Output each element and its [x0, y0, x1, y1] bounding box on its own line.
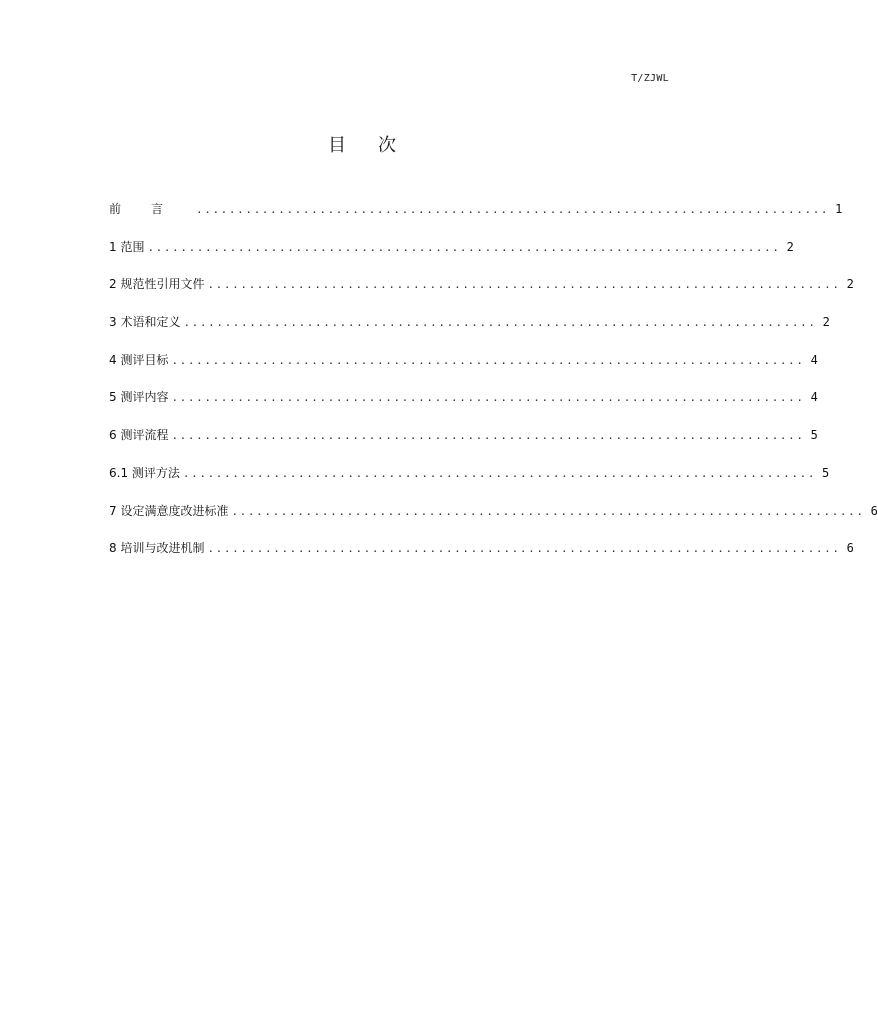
- toc-entry[interactable]: [109, 427, 818, 465]
- toc-entry-page: 6: [870, 503, 878, 518]
- toc-entry-label: 5 测评内容: [109, 390, 169, 405]
- dot-leader: .............................................................................: [183, 316, 817, 330]
- dot-leader: .............................................................................: [171, 429, 805, 443]
- toc-entry-page: 1: [835, 202, 843, 216]
- toc-entry-page: 4: [810, 352, 818, 367]
- toc-entry-label: 7 设定满意度改进标准: [109, 503, 229, 518]
- toc-entry[interactable]: [109, 389, 818, 427]
- toc-entry[interactable]: [109, 465, 830, 503]
- toc-entry-label: 4 测评目标: [109, 352, 169, 367]
- toc-entry[interactable]: [109, 201, 843, 239]
- toc-entry-page: 4: [810, 390, 818, 405]
- toc-entry-page: 5: [810, 428, 818, 443]
- toc-entry-label: 6 测评流程: [109, 428, 169, 443]
- toc-list: [109, 201, 878, 578]
- dot-leader: .............................................................................: [147, 240, 781, 254]
- toc-entry-label: 1 范围: [109, 239, 145, 254]
- toc-entry[interactable]: [109, 239, 794, 277]
- toc-entry[interactable]: [109, 503, 878, 541]
- dot-leader: .............................................................................: [171, 353, 805, 367]
- toc-entry-label: 2 规范性引用文件: [109, 277, 205, 292]
- dot-leader: .............................................................................: [196, 203, 830, 216]
- toc-entry-label: 3 术语和定义: [109, 315, 181, 330]
- dot-leader: .............................................................................: [231, 504, 865, 518]
- dot-leader: .............................................................................: [182, 466, 817, 480]
- toc-entry-label: 8 培训与改进机制: [109, 541, 205, 556]
- dot-leader: .............................................................................: [207, 278, 841, 292]
- toc-entry[interactable]: [109, 352, 818, 390]
- toc-entry[interactable]: [109, 276, 854, 314]
- toc-entry-page: 5: [822, 465, 830, 480]
- dot-leader: .............................................................................: [207, 542, 841, 556]
- toc-title: 目次: [328, 135, 428, 156]
- toc-entry-page: 2: [786, 239, 794, 254]
- toc-entry-label: 6.1 测评方法: [109, 465, 180, 480]
- toc-entry-label: 前言: [109, 202, 194, 216]
- toc-entry[interactable]: [109, 314, 830, 352]
- toc-entry-page: 2: [822, 315, 830, 330]
- dot-leader: .............................................................................: [171, 391, 805, 405]
- toc-entry-page: 6: [846, 541, 854, 556]
- toc-entry-page: 2: [846, 277, 854, 292]
- toc-entry[interactable]: [109, 540, 854, 578]
- standard-code: T/ZJWL: [631, 73, 669, 84]
